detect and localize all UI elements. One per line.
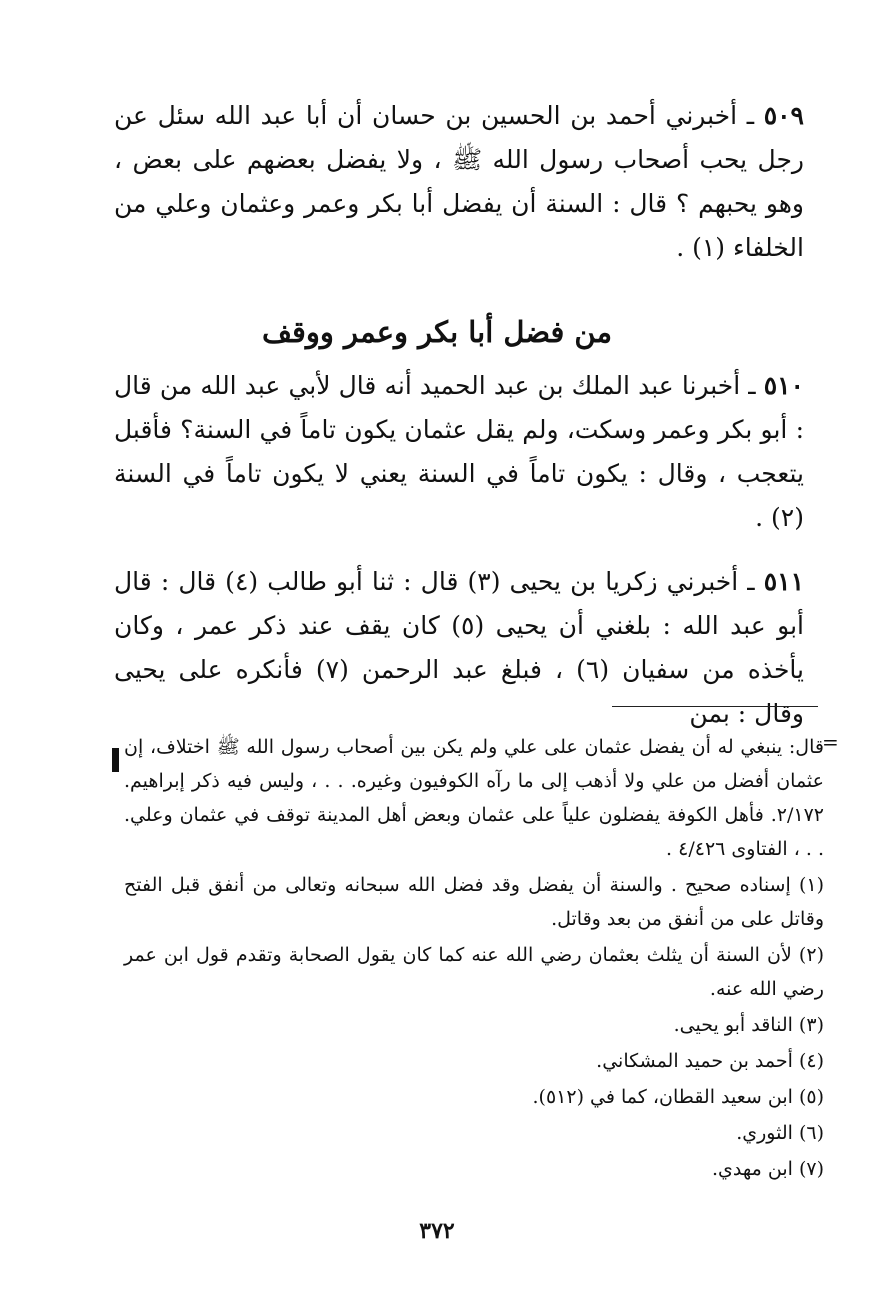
- footnote-1: (١) إسناده صحيح . والسنة أن يفضل وقد فضل الله سبحانه وتعالى من أنفق قبل الفتح وقاتل على من أنفق من بعد وقاتل.: [124, 874, 824, 930]
- footnote-separator: [612, 706, 818, 707]
- entry-text: ـ أخبرنا عبد الملك بن عبد الحميد أنه قال لأبي عبد الله من قال : أبو بكر وعمر وسكت، ولم يقل عثمان يكون تاماً في السنة؟ فأقبل يتعجب ، وقال : يكون تاماً في السنة يعني لا يكون تاماً في السنة (٢) .: [114, 371, 804, 532]
- continued-footnote: [124, 730, 824, 866]
- entry-number: ٥١١: [763, 567, 805, 596]
- footnote-6: (٦) الثوري.: [736, 1122, 824, 1144]
- section-heading: من فضل أبا بكر وعمر ووقف: [261, 315, 613, 349]
- entry-511: [114, 560, 804, 736]
- entry-509: [114, 94, 804, 270]
- entry-text: ـ أخبرني زكريا بن يحيى (٣) قال : ثنا أبو طالب (٤) قال : قال أبو عبد الله : بلغني أن يحيى (٥) كان يقف عند ذكر عمر ، وكان يأخذه من سفيان (٦) ، فبلغ عبد الرحمن (٧) فأنكره على يحيى وقال : بمن: [114, 567, 805, 728]
- entry-number: ٥١٠: [763, 371, 804, 400]
- page-number: ٣٧٢: [419, 1218, 455, 1244]
- footnote-2: (٢) لأن السنة أن يثلث بعثمان رضي الله عنه كما كان يقول الصحابة وتقدم قول ابن عمر رضي الله عنه.: [124, 944, 824, 1000]
- entry-text: ـ أخبرني أحمد بن الحسين بن حسان أن أبا عبد الله سئل عن رجل يحب أصحاب رسول الله ﷺ ، ولا يفضل بعضهم على بعض ، وهو يحبهم ؟ قال : السنة أن يفضل أبا بكر وعمر وعثمان وعلي من الخلفاء (١) .: [114, 101, 804, 262]
- continuation-mark: =: [822, 730, 839, 754]
- continued-footnote-text: قال: ينبغي له أن يفضل عثمان على علي ولم يكن بين أصحاب رسول الله ﷺ اختلاف، إن عثمان أفضل من علي ولا أذهب إلى ما رآه الكوفيون وغيره. . . ، وليس فيه ذكر إبراهيم. ٢/١٧٢. فأهل الكوفة يفضلون علياً على عثمان وبعض أهل المدينة توقف في عثمان وعلي. . . ، الفتاوى ٤/٤٢٦ .: [124, 736, 824, 860]
- entry-number: ٥٠٩: [763, 101, 804, 130]
- footnote-4: (٤) أحمد بن حميد المشكاني.: [596, 1050, 824, 1072]
- footnotes: [124, 868, 824, 1188]
- margin-bar-mark: [112, 748, 119, 772]
- footnote-5: (٥) ابن سعيد القطان، كما في (٥١٢).: [532, 1086, 824, 1108]
- footnote-7: (٧) ابن مهدي.: [712, 1158, 824, 1180]
- footnote-3: (٣) الناقد أبو يحيى.: [673, 1014, 824, 1036]
- entry-510: [114, 364, 804, 540]
